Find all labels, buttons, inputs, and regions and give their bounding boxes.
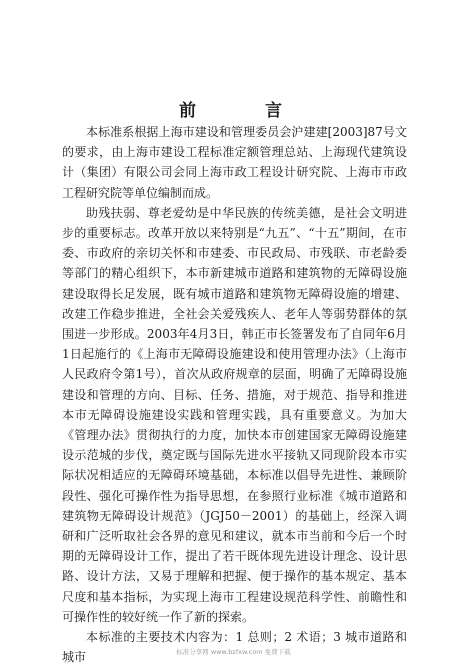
page-title: 前 言 [179, 101, 308, 121]
paragraph-2: 助残扶弱、尊老爱幼是中华民族的传统美德，是社会文明进步的重要标志。改革开放以来特别是“九五”、“十五”期间，在市委、市政府的亲切关怀和市建委、市民政局、市残联、市老龄委等部门的精心组织下，本市新建城市道路和建筑物的无障碍设施建设取得长足发展，既有城市道路和建筑物无障碍设施的增建、改建工作稳步推进，全社会关爱残疾人、老年人等弱势群体的氛围进一步形成。2003年4月3日，韩正市长签署发布了自同年6月1日起施行的《上海市无障碍设施建设和使用管理办法》（上海市人民政府令第1号），首次从政府规章的层面，明确了无障碍设施建设和管理的方向、目标、任务、措施，对于规范、指导和推进本市无障碍设施建设实践和管理实践，具有重要意义。为加大《管理办法》贯彻执行的力度，加快本市创建国家无障碍设施建设示范城的步伐，奠定既与国际先进水平接轨又同现阶段本市实际状况相适应的无障碍环境基础，本标准以倡导先进性、兼顾阶段性、强化可操作性为指导思想，在参照行业标准《城市道路和建筑物无障碍设计规范》（JGJ50－2001）的基础上，经深入调研和广泛听取社会各界的意见和建议，就本市当前和今后一个时期的无障碍设计工作，提出了若干既体现先进设计理念、设计思路、设计方法，又易于理解和把握、便于操作的基本规定、基本尺度和基本指标，为实现上海市工程建设规范科学性、前瞻性和可操作性的较好统一作了新的探索。 [62, 205, 407, 624]
paragraph-1: 本标准系根据上海市建设和管理委员会沪建建[2003]87号文的要求，由上海市建设工程标准定额管理总站、上海现代建筑设计（集团）有限公司会同上海市政工程设计研究院、上海市市政工程研究院等单位编制而成。 [62, 125, 407, 200]
document-body [62, 122, 407, 667]
paragraph-3: 本标准的主要技术内容为：1 总则；2 术语；3 城市道路和城市 [62, 630, 407, 665]
footer-watermark: 标准分享网 www.bzfxw.com 免费下载 [176, 648, 291, 656]
